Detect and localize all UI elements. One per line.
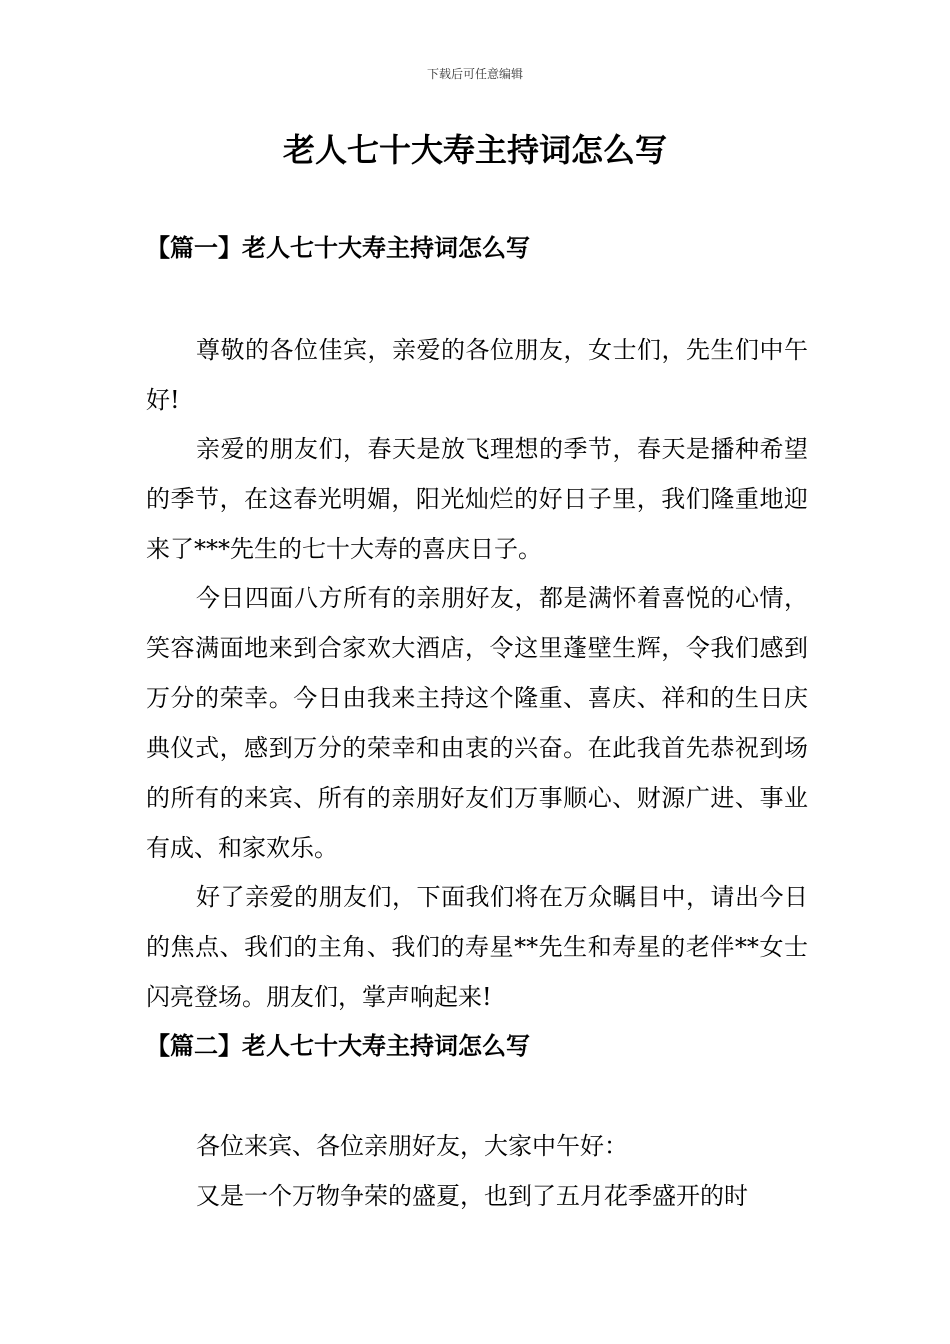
paragraph: 今日四面八方所有的亲朋好友，都是满怀着喜悦的心情，笑容满面地来到合家欢大酒店，令这里蓬壁生辉，令我们感到万分的荣幸。今日由我来主持这个隆重、喜庆、祥和的生日庆典仪式，感到万分的荣幸和由衷的兴奋。在此我首先恭祝到场的所有的来宾、所有的亲朋好友们万事顺心、财源广进、事业有成、和家欢乐。 — [146, 584, 808, 862]
paragraph: 好了亲爱的朋友们，下面我们将在万众瞩目中，请出今日的焦点、我们的主角、我们的寿星**先生和寿星的老伴**女士闪亮登场。朋友们，掌声响起来! — [146, 883, 808, 1011]
document-title: 老人七十大寿主持词怎么写 — [282, 131, 667, 169]
paragraph: 各位来宾、各位亲朋好友，大家中午好： — [196, 1132, 628, 1160]
section-heading-1: 【篇一】老人七十大寿主持词怎么写 — [146, 233, 530, 262]
paragraph: 又是一个万物争荣的盛夏，也到了五月花季盛开的时 — [196, 1182, 748, 1210]
paragraph: 尊敬的各位佳宾，亲爱的各位朋友，女士们，先生们中午好! — [146, 336, 808, 414]
page-header-note: 下载后可任意编辑 — [426, 67, 523, 81]
section-heading-2: 【篇二】老人七十大寿主持词怎么写 — [146, 1031, 530, 1060]
paragraph: 亲爱的朋友们，春天是放飞理想的季节，春天是播种希望的季节，在这春光明媚，阳光灿烂的好日子里，我们隆重地迎来了***先生的七十大寿的喜庆日子。 — [146, 435, 808, 563]
